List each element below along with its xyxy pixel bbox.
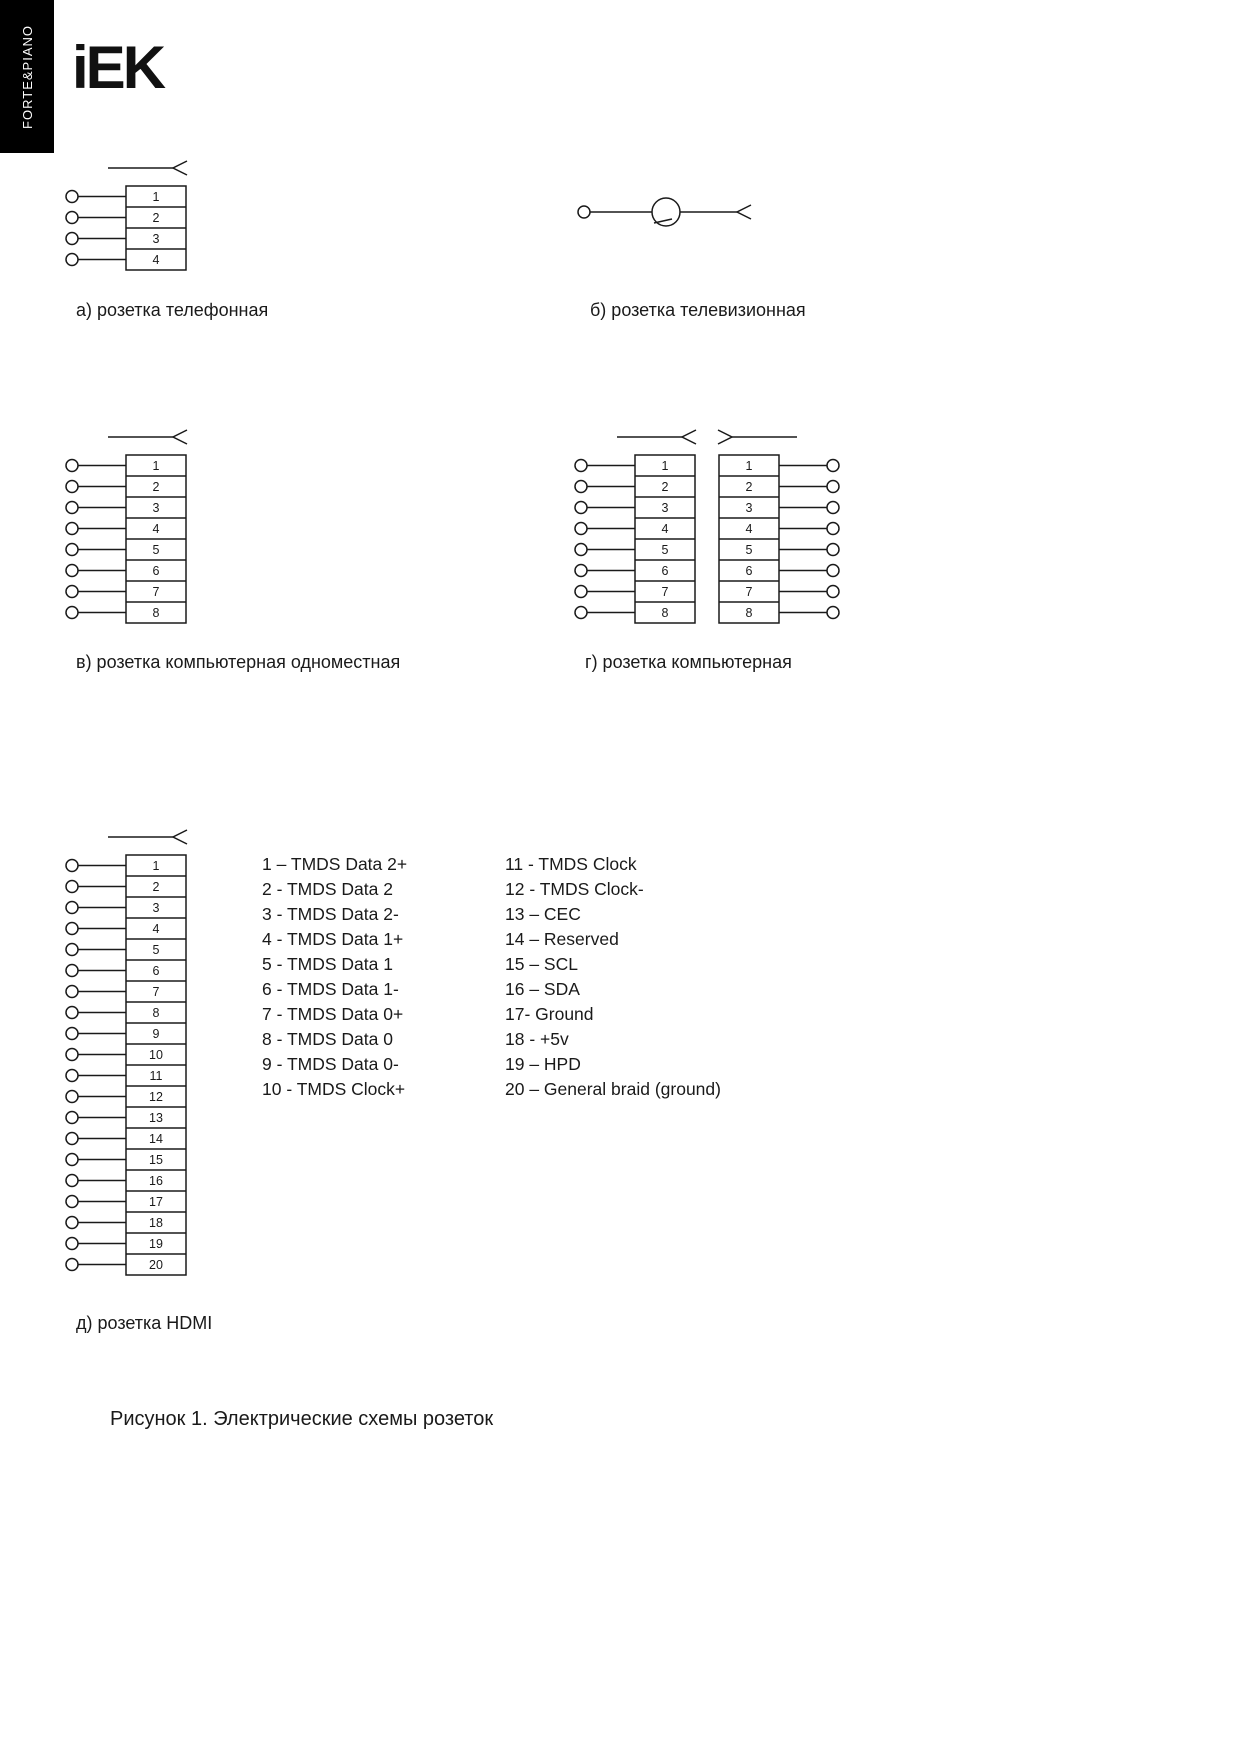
tv-socket-label: б) розетка телевизионная: [590, 300, 806, 320]
hdmi-pin-label: 7 - TMDS Data 0+: [262, 1004, 404, 1024]
pin-number: 8: [152, 606, 160, 620]
hdmi-pin-label: 12 - TMDS Clock-: [505, 879, 644, 899]
pin-number: 1: [661, 459, 669, 473]
terminal-circle: [575, 502, 587, 514]
hdmi-pin-label: 5 - TMDS Data 1: [262, 954, 393, 974]
pin-number: 6: [745, 564, 753, 578]
pin-number: 5: [745, 543, 753, 557]
pin-number: 4: [745, 522, 753, 536]
pin-number: 4: [152, 522, 160, 536]
plug-symbol: [737, 205, 751, 219]
terminal-circle: [66, 1091, 78, 1103]
pin-number: 5: [661, 543, 669, 557]
terminal-circle: [827, 544, 839, 556]
hdmi-pin-label: 1 – TMDS Data 2+: [262, 854, 408, 874]
terminal-circle: [66, 881, 78, 893]
terminal-circle: [66, 481, 78, 493]
hdmi-pin-label: 17- Ground: [505, 1004, 594, 1024]
pin-number: 8: [745, 606, 753, 620]
terminal-circle: [575, 565, 587, 577]
pin-number: 7: [661, 585, 669, 599]
hdmi-pin-label: 19 – HPD: [505, 1054, 581, 1074]
pin-number: 3: [745, 501, 753, 515]
pin-number: 12: [149, 1090, 163, 1104]
hdmi-socket-label: д) розетка HDMI: [76, 1313, 213, 1333]
pin-number: 3: [661, 501, 669, 515]
computer-socket-diagram: [572, 425, 842, 631]
terminal-circle: [66, 460, 78, 472]
hdmi-pin-label: 16 – SDA: [505, 979, 580, 999]
computer-socket-label: г) розетка компьютерная: [585, 652, 792, 672]
hdmi-pin-label: 13 – CEC: [505, 904, 581, 924]
hdmi-pin-label: 9 - TMDS Data 0-: [262, 1054, 399, 1074]
terminal-circle: [575, 586, 587, 598]
plug-symbol: [617, 430, 696, 444]
pin-number: 3: [152, 901, 160, 915]
terminal-circle: [66, 544, 78, 556]
terminal-circle: [66, 191, 78, 203]
terminal-circle: [66, 502, 78, 514]
terminal-circle: [827, 481, 839, 493]
hdmi-socket-diagram: [63, 825, 198, 1288]
pin-number: 1: [745, 459, 753, 473]
terminal-circle: [66, 212, 78, 224]
hdmi-pin-label: 10 - TMDS Clock+: [262, 1079, 406, 1099]
terminal-circle: [827, 502, 839, 514]
hdmi-pin-label: 20 – General braid (ground): [505, 1079, 721, 1099]
pin-number: 16: [149, 1174, 163, 1188]
pin-number: 6: [152, 964, 160, 978]
connector-schematic: [63, 425, 198, 631]
hdmi-pin-label: 6 - TMDS Data 1-: [262, 979, 399, 999]
terminal-circle: [66, 860, 78, 872]
terminal-circle: [66, 607, 78, 619]
terminal-circle: [827, 460, 839, 472]
terminal-circle: [66, 1049, 78, 1061]
pin-number: 7: [152, 985, 160, 999]
pin-number: 15: [149, 1153, 163, 1167]
terminal-circle: [66, 923, 78, 935]
terminal-circle: [66, 965, 78, 977]
connector-schematic: [63, 156, 198, 278]
plug-symbol: [108, 830, 187, 844]
terminal-circle: [827, 565, 839, 577]
pin-number: 9: [152, 1027, 160, 1041]
terminal-circle: [66, 233, 78, 245]
telephone-socket-label: а) розетка телефонная: [76, 300, 269, 320]
terminal-circle: [66, 902, 78, 914]
pin-number: 11: [149, 1069, 163, 1083]
pin-number: 14: [149, 1132, 163, 1146]
connector-schematic: [707, 425, 842, 631]
terminal-circle: [578, 206, 590, 218]
pin-number: 19: [149, 1237, 163, 1251]
hdmi-pin-label: 3 - TMDS Data 2-: [262, 904, 399, 924]
hdmi-pin-label: 18 - +5v: [505, 1029, 569, 1049]
terminal-circle: [575, 460, 587, 472]
pin-number: 3: [152, 501, 160, 515]
terminal-circle: [66, 586, 78, 598]
hdmi-pin-legend: [262, 852, 805, 1102]
series-sidebar: [0, 0, 54, 153]
terminal-circle: [66, 1259, 78, 1271]
terminal-circle: [66, 944, 78, 956]
terminal-circle: [66, 1175, 78, 1187]
tv-socket-schematic: [575, 190, 765, 234]
terminal-circle: [827, 586, 839, 598]
terminal-circle: [827, 523, 839, 535]
terminal-circle: [66, 1112, 78, 1124]
terminal-circle: [66, 1217, 78, 1229]
connector-schematic: [572, 425, 707, 631]
pin-number: 18: [149, 1216, 163, 1230]
terminal-circle: [575, 481, 587, 493]
pin-number: 5: [152, 943, 160, 957]
hdmi-pin-label: 2 - TMDS Data 2: [262, 879, 393, 899]
pin-number: 6: [152, 564, 160, 578]
hdmi-pin-label: 8 - TMDS Data 0: [262, 1029, 393, 1049]
terminal-circle: [66, 1007, 78, 1019]
plug-symbol: [108, 161, 187, 175]
terminal-circle: [66, 1196, 78, 1208]
terminal-circle: [575, 544, 587, 556]
terminal-circle: [66, 1070, 78, 1082]
pin-number: 1: [152, 459, 160, 473]
figure-caption: Рисунок 1. Электрические схемы розеток: [110, 1408, 494, 1430]
terminal-circle: [66, 1238, 78, 1250]
loop-tail: [654, 219, 672, 223]
pin-number: 4: [661, 522, 669, 536]
series-label: FORTE&PIANO: [19, 24, 35, 129]
pin-number: 3: [152, 232, 160, 246]
iek-logo: iEK: [72, 34, 164, 101]
pin-number: 5: [152, 543, 160, 557]
pin-number: 7: [745, 585, 753, 599]
pin-number: 2: [152, 480, 160, 494]
terminal-circle: [827, 607, 839, 619]
terminal-circle: [66, 1133, 78, 1145]
pin-number: 2: [152, 880, 160, 894]
terminal-circle: [66, 1028, 78, 1040]
hdmi-pin-label: 11 - TMDS Clock: [505, 854, 637, 874]
pin-number: 2: [745, 480, 753, 494]
pin-number: 4: [152, 253, 160, 267]
telephone-socket-diagram: [63, 156, 198, 283]
hdmi-pin-label: 15 – SCL: [505, 954, 578, 974]
hdmi-pin-label: 14 – Reserved: [505, 929, 619, 949]
hdmi-pin-legend-column-1: [262, 852, 505, 1102]
plug-symbol: [718, 430, 797, 444]
plug-symbol: [108, 430, 187, 444]
connector-schematic: [63, 825, 198, 1283]
terminal-circle: [66, 523, 78, 535]
pin-number: 1: [152, 190, 160, 204]
pin-number: 7: [152, 585, 160, 599]
pin-number: 17: [149, 1195, 163, 1209]
pin-number: 8: [661, 606, 669, 620]
pin-number: 6: [661, 564, 669, 578]
pin-number: 20: [149, 1258, 163, 1272]
terminal-circle: [66, 254, 78, 266]
pin-number: 13: [149, 1111, 163, 1125]
pin-number: 2: [661, 480, 669, 494]
tv-socket-diagram: [575, 190, 765, 239]
pin-number: 10: [149, 1048, 163, 1062]
hdmi-pin-label: 4 - TMDS Data 1+: [262, 929, 404, 949]
hdmi-pin-legend-column-2: [505, 852, 805, 1102]
computer-single-socket-label: в) розетка компьютерная одноместная: [76, 652, 401, 672]
pin-number: 2: [152, 211, 160, 225]
terminal-circle: [575, 607, 587, 619]
terminal-circle: [66, 1154, 78, 1166]
pin-number: 1: [152, 859, 160, 873]
terminal-circle: [66, 986, 78, 998]
terminal-circle: [575, 523, 587, 535]
pin-number: 8: [152, 1006, 160, 1020]
terminal-circle: [66, 565, 78, 577]
computer-single-socket-diagram: [63, 425, 198, 636]
pin-number: 4: [152, 922, 160, 936]
